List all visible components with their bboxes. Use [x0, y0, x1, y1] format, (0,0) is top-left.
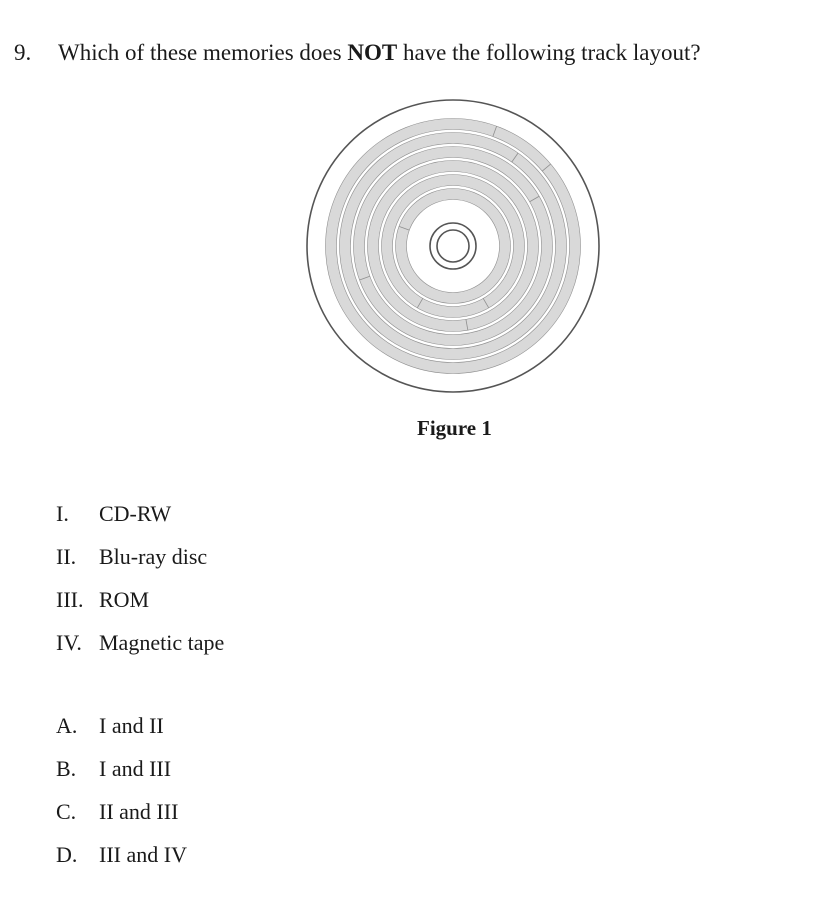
item-label: ROM [99, 587, 150, 612]
option-marker: A. [56, 713, 78, 738]
item-marker: II. [56, 544, 77, 569]
answer-option[interactable] [56, 798, 187, 841]
option-label: III and IV [99, 842, 187, 867]
disc-track-figure [305, 98, 605, 398]
disc-tracks [307, 100, 599, 392]
answer-option[interactable] [56, 712, 187, 755]
option-marker: C. [56, 799, 77, 824]
item-marker: I. [56, 501, 69, 526]
option-label: I and II [99, 713, 164, 738]
question-body: Which of these memories does NOT have the following track layout? [58, 40, 701, 65]
memory-list [56, 500, 224, 672]
answer-option[interactable] [56, 755, 187, 798]
question-number: 9. [14, 40, 32, 65]
option-marker: B. [56, 756, 77, 781]
list-item [56, 500, 224, 543]
question-emphasis: NOT [347, 40, 398, 65]
item-marker: IV. [56, 630, 82, 655]
item-label: Magnetic tape [99, 630, 225, 655]
answer-option[interactable] [56, 841, 187, 884]
answer-options [56, 712, 187, 884]
option-label: II and III [99, 799, 179, 824]
item-label: CD-RW [99, 501, 172, 526]
item-label: Blu-ray disc [99, 544, 208, 569]
option-marker: D. [56, 842, 78, 867]
item-marker: III. [56, 587, 84, 612]
center-hole [437, 230, 469, 262]
figure-caption: Figure 1 [417, 416, 492, 440]
option-label: I and III [99, 756, 172, 781]
list-item [56, 586, 224, 629]
list-item [56, 543, 224, 586]
question-text [14, 40, 701, 66]
list-item [56, 629, 224, 672]
